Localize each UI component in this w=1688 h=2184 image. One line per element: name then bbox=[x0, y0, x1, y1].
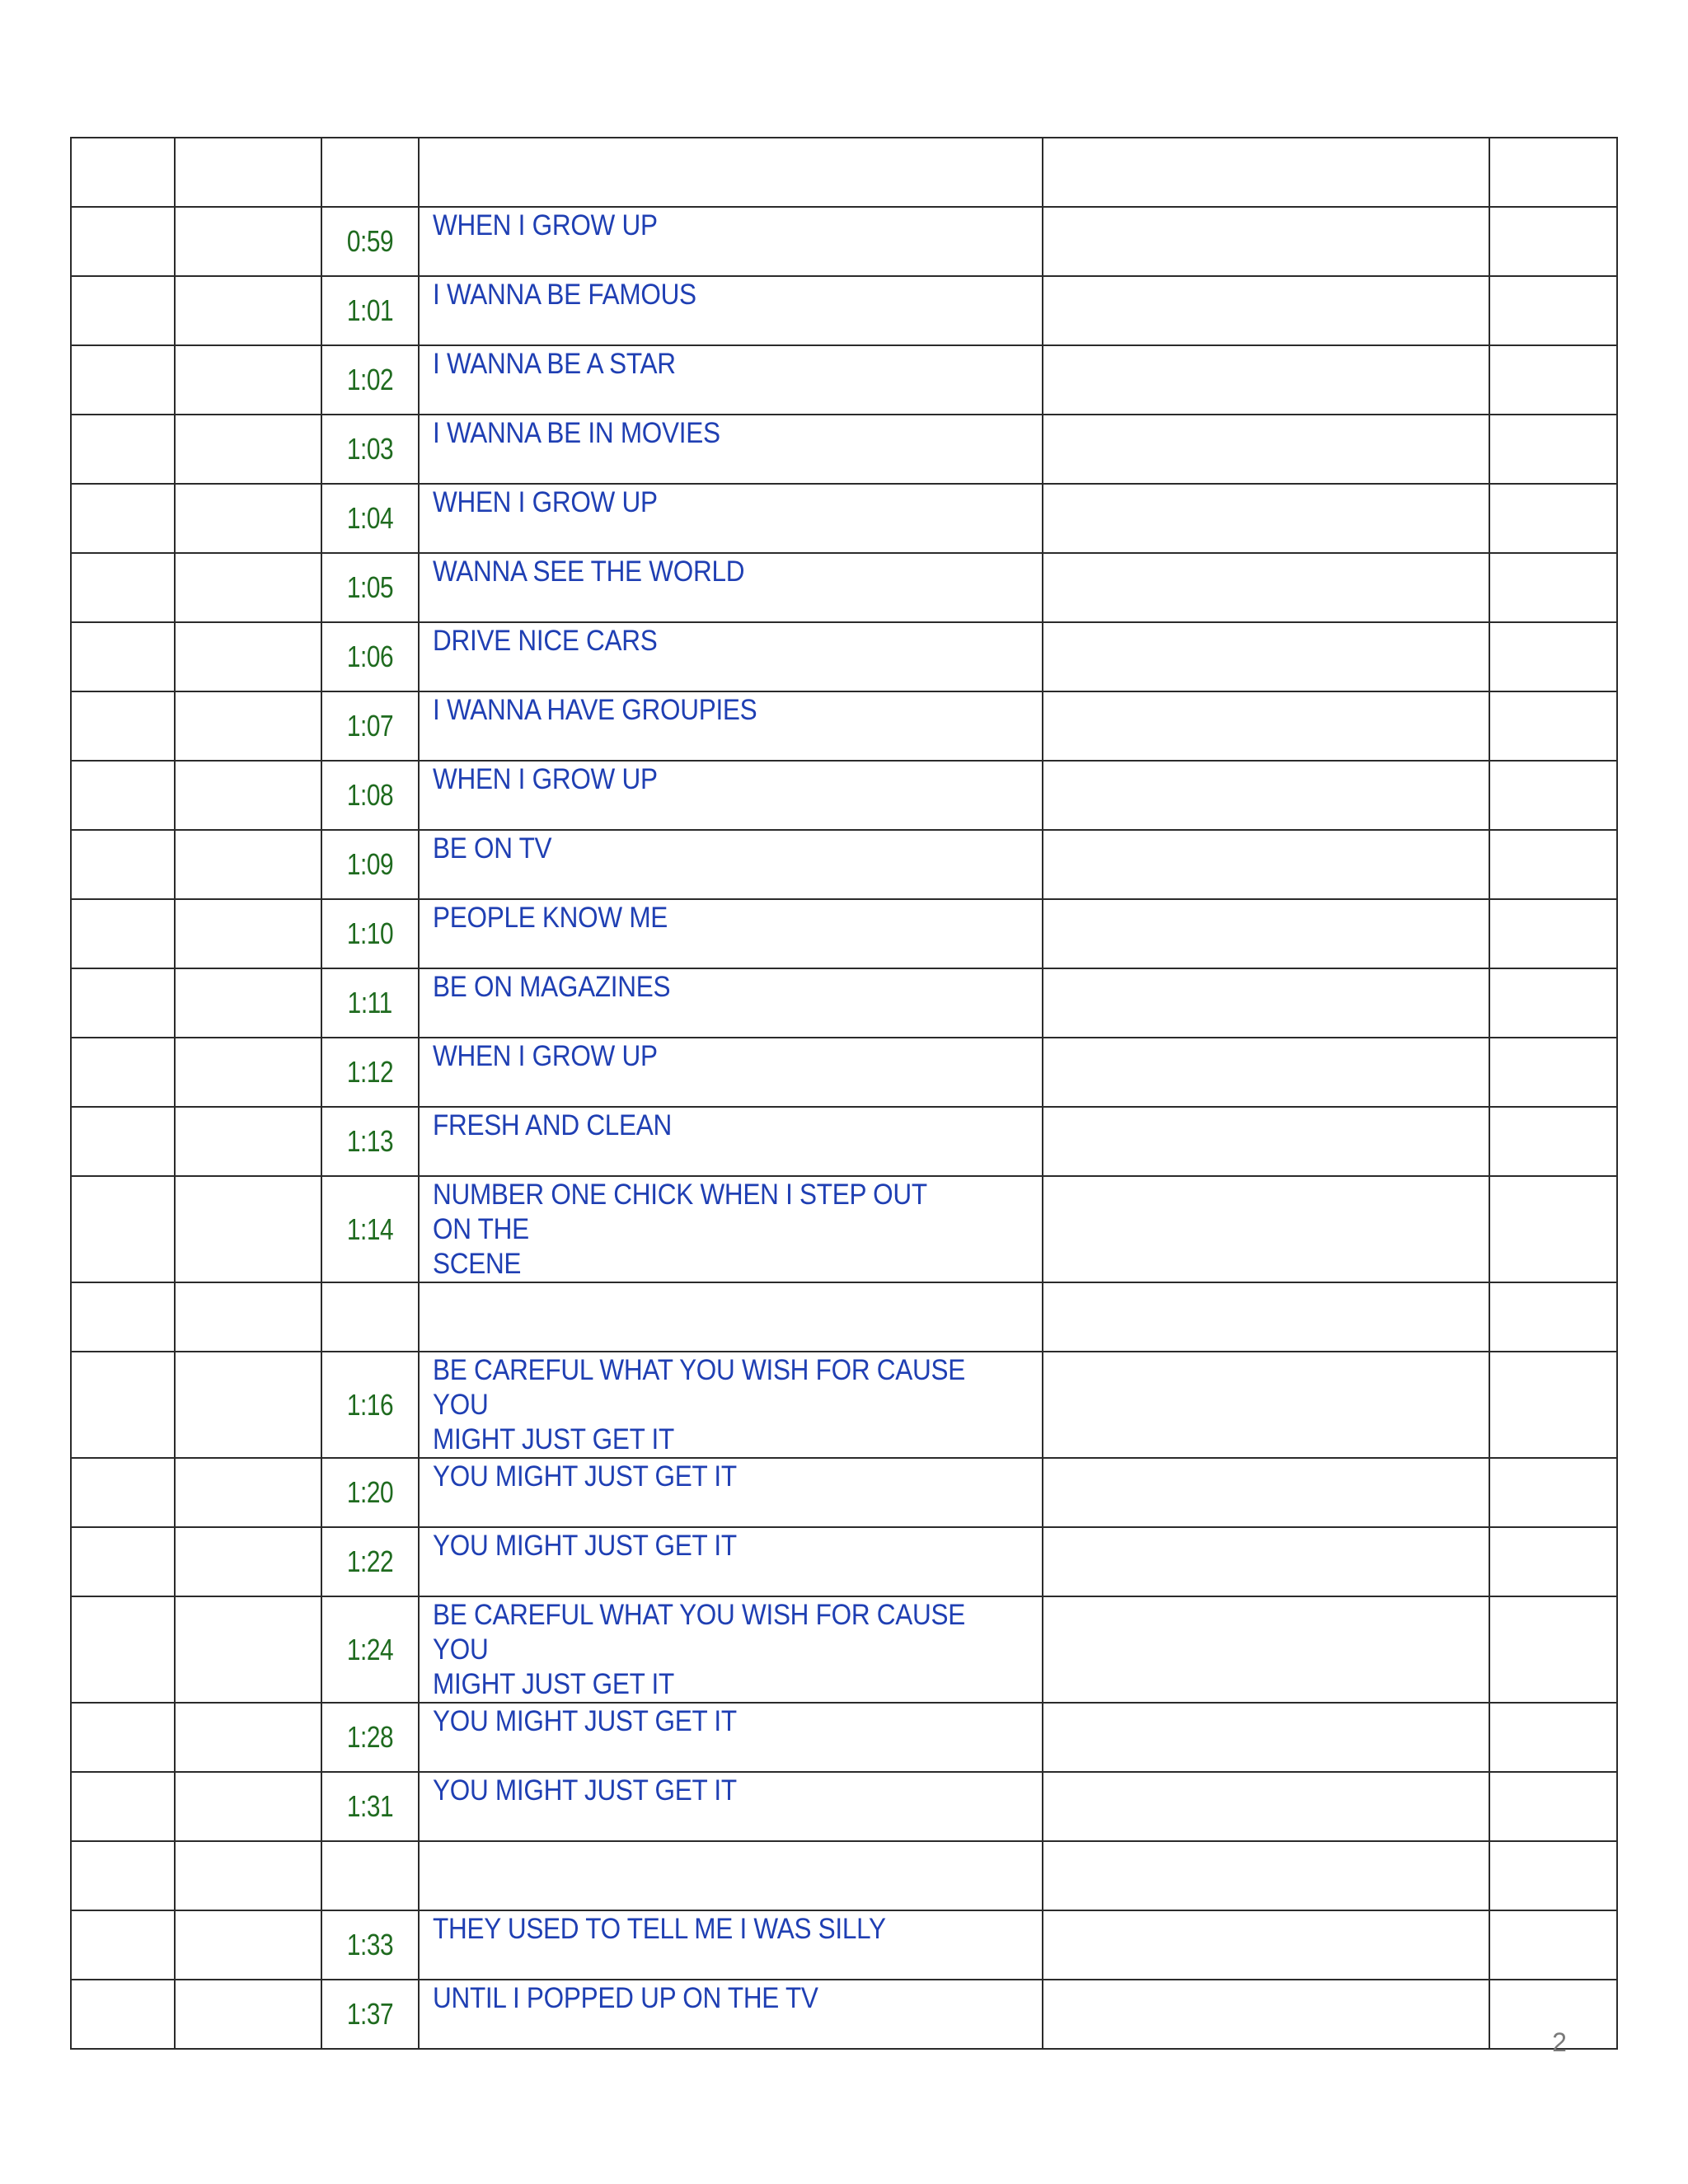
lyric-cell bbox=[419, 691, 1043, 761]
blank-cell-col5 bbox=[1043, 691, 1489, 761]
lyric-cell bbox=[419, 1527, 1043, 1596]
table-row bbox=[71, 1703, 1617, 1772]
blank-cell-col1 bbox=[71, 484, 175, 553]
blank-cell-col1 bbox=[71, 899, 175, 968]
blank-cell-col5 bbox=[1043, 1038, 1489, 1107]
table-row bbox=[71, 207, 1617, 276]
table-row bbox=[71, 899, 1617, 968]
lyric-text: I WANNA BE A STAR bbox=[433, 348, 676, 380]
blank-cell-col2 bbox=[175, 415, 321, 484]
blank-cell-col5 bbox=[1043, 1596, 1489, 1703]
lyric-text: BE ON MAGAZINES bbox=[433, 971, 671, 1003]
blank-cell-col5 bbox=[1043, 138, 1489, 207]
blank-cell-col6 bbox=[1489, 276, 1617, 345]
blank-cell-col6 bbox=[1489, 761, 1617, 830]
blank-cell-col6 bbox=[1489, 1772, 1617, 1841]
timestamp-cell bbox=[326, 1980, 415, 2049]
blank-cell-col1 bbox=[71, 691, 175, 761]
timestamp-text: 1:31 bbox=[346, 1789, 394, 1823]
timestamp-cell bbox=[326, 899, 415, 968]
table-row bbox=[71, 1980, 1617, 2049]
timestamp-cell bbox=[326, 1527, 415, 1596]
lyric-cell bbox=[419, 1282, 1043, 1352]
timestamp-cell bbox=[326, 691, 415, 761]
blank-cell-col6 bbox=[1489, 1527, 1617, 1596]
blank-cell-col5 bbox=[1043, 1703, 1489, 1772]
lyric-cell bbox=[419, 1176, 1043, 1282]
blank-cell-col5 bbox=[1043, 1527, 1489, 1596]
blank-cell-col2 bbox=[175, 484, 321, 553]
blank-cell-col6 bbox=[1489, 691, 1617, 761]
timestamp-cell bbox=[326, 1772, 415, 1841]
timestamp-text: 1:37 bbox=[346, 1997, 394, 2031]
table-row bbox=[71, 761, 1617, 830]
blank-cell-col2 bbox=[175, 1176, 321, 1282]
blank-cell-col6 bbox=[1489, 138, 1617, 207]
timestamp-text: 1:07 bbox=[346, 709, 394, 743]
timestamp-text: 0:59 bbox=[346, 224, 394, 258]
timestamp-text: 1:01 bbox=[346, 293, 394, 327]
timestamp-text: 1:06 bbox=[346, 640, 394, 673]
timestamp-text: 1:28 bbox=[346, 1720, 394, 1754]
blank-cell-col2 bbox=[175, 761, 321, 830]
blank-cell-col5 bbox=[1043, 1980, 1489, 2049]
lyric-text: THEY USED TO TELL ME I WAS SILLY bbox=[433, 1913, 886, 1945]
timestamp-cell bbox=[326, 1352, 415, 1458]
lyric-cell bbox=[419, 1596, 1043, 1703]
lyric-text: FRESH AND CLEAN bbox=[433, 1109, 673, 1141]
timestamp-cell bbox=[326, 1458, 415, 1527]
blank-cell-col6 bbox=[1489, 484, 1617, 553]
table-row bbox=[71, 1772, 1617, 1841]
timestamp-cell bbox=[326, 1038, 415, 1107]
lyric-cell bbox=[419, 1038, 1043, 1107]
table-row bbox=[71, 138, 1617, 207]
blank-cell-col5 bbox=[1043, 1107, 1489, 1176]
lyric-cell bbox=[419, 1910, 1043, 1980]
lyric-text: NUMBER ONE CHICK WHEN I STEP OUT ON THE SCENE bbox=[433, 1179, 927, 1280]
lyric-text: WHEN I GROW UP bbox=[433, 1040, 658, 1072]
timestamp-text: 1:24 bbox=[346, 1632, 394, 1666]
lyric-cell bbox=[419, 622, 1043, 691]
lyric-cell bbox=[419, 968, 1043, 1038]
timestamp-cell bbox=[326, 345, 415, 415]
blank-cell-col6 bbox=[1489, 553, 1617, 622]
timestamp-cell bbox=[326, 1176, 415, 1282]
page-number: 2 bbox=[1552, 2027, 1567, 2057]
blank-cell-col6 bbox=[1489, 1458, 1617, 1527]
blank-cell-col5 bbox=[1043, 1841, 1489, 1910]
table-row bbox=[71, 1282, 1617, 1352]
blank-cell-col5 bbox=[1043, 415, 1489, 484]
lyric-cell bbox=[419, 1841, 1043, 1910]
blank-cell-col6 bbox=[1489, 622, 1617, 691]
blank-cell-col5 bbox=[1043, 968, 1489, 1038]
blank-cell-col2 bbox=[175, 622, 321, 691]
blank-cell-col1 bbox=[71, 553, 175, 622]
timestamp-cell bbox=[326, 276, 415, 345]
timestamp-text: 1:11 bbox=[347, 986, 393, 1019]
timestamp-text: 1:05 bbox=[346, 570, 394, 604]
table-row bbox=[71, 830, 1617, 899]
timestamp-cell bbox=[326, 1596, 415, 1703]
blank-cell-col5 bbox=[1043, 899, 1489, 968]
timestamp-cell bbox=[326, 207, 415, 276]
blank-cell-col2 bbox=[175, 138, 321, 207]
timestamp-cell bbox=[326, 1910, 415, 1980]
blank-cell-col2 bbox=[175, 830, 321, 899]
table-row bbox=[71, 276, 1617, 345]
blank-cell-col5 bbox=[1043, 1458, 1489, 1527]
timestamp-cell bbox=[326, 622, 415, 691]
table-row bbox=[71, 622, 1617, 691]
blank-cell-col1 bbox=[71, 138, 175, 207]
blank-cell-col2 bbox=[175, 968, 321, 1038]
blank-cell-col1 bbox=[71, 345, 175, 415]
blank-cell-col5 bbox=[1043, 1176, 1489, 1282]
lyric-cell bbox=[419, 1772, 1043, 1841]
blank-cell-col1 bbox=[71, 1910, 175, 1980]
lyric-text: BE CAREFUL WHAT YOU WISH FOR CAUSE YOU MIGHT JUST GET IT bbox=[433, 1599, 965, 1700]
blank-cell-col1 bbox=[71, 1107, 175, 1176]
timestamp-text: 1:10 bbox=[346, 916, 394, 950]
timestamp-text: 1:02 bbox=[346, 363, 394, 396]
timestamp-text: 1:03 bbox=[346, 432, 394, 466]
lyric-cell bbox=[419, 899, 1043, 968]
timestamp-cell bbox=[326, 484, 415, 553]
blank-cell-col5 bbox=[1043, 276, 1489, 345]
blank-cell-col2 bbox=[175, 1910, 321, 1980]
table-row bbox=[71, 415, 1617, 484]
blank-cell-col1 bbox=[71, 761, 175, 830]
table-row bbox=[71, 1107, 1617, 1176]
blank-cell-col5 bbox=[1043, 761, 1489, 830]
blank-cell-col5 bbox=[1043, 1352, 1489, 1458]
blank-cell-col5 bbox=[1043, 207, 1489, 276]
lyric-text: WHEN I GROW UP bbox=[433, 209, 658, 241]
lyric-text: BE ON TV bbox=[433, 832, 552, 865]
blank-cell-col1 bbox=[71, 1841, 175, 1910]
lyric-text: PEOPLE KNOW ME bbox=[433, 902, 668, 934]
blank-cell-col2 bbox=[175, 1282, 321, 1352]
blank-cell-col6 bbox=[1489, 1841, 1617, 1910]
blank-cell-col1 bbox=[71, 968, 175, 1038]
blank-cell-col1 bbox=[71, 276, 175, 345]
lyric-text: I WANNA BE IN MOVIES bbox=[433, 417, 720, 449]
blank-cell-col6 bbox=[1489, 207, 1617, 276]
lyric-cell bbox=[419, 1352, 1043, 1458]
blank-cell-col2 bbox=[175, 1596, 321, 1703]
table-row bbox=[71, 345, 1617, 415]
lyric-text: UNTIL I POPPED UP ON THE TV bbox=[433, 1982, 818, 2014]
table-row bbox=[71, 484, 1617, 553]
lyric-cell bbox=[419, 1107, 1043, 1176]
blank-cell-col2 bbox=[175, 1772, 321, 1841]
table-row bbox=[71, 1910, 1617, 1980]
blank-cell-col2 bbox=[175, 1352, 321, 1458]
timestamp-text: 1:09 bbox=[346, 847, 394, 881]
blank-cell-col2 bbox=[175, 899, 321, 968]
timestamp-cell bbox=[326, 1107, 415, 1176]
lyric-text: WANNA SEE THE WORLD bbox=[433, 555, 745, 588]
lyrics-timing-table bbox=[70, 137, 1618, 2050]
timestamp-text: 1:12 bbox=[346, 1055, 394, 1089]
table-row bbox=[71, 691, 1617, 761]
blank-cell-col6 bbox=[1489, 1282, 1617, 1352]
blank-cell-col6 bbox=[1489, 1038, 1617, 1107]
table-row bbox=[71, 1176, 1617, 1282]
blank-cell-col1 bbox=[71, 1703, 175, 1772]
lyric-text: YOU MIGHT JUST GET IT bbox=[433, 1774, 737, 1807]
blank-cell-col5 bbox=[1043, 830, 1489, 899]
lyric-text: WHEN I GROW UP bbox=[433, 763, 658, 795]
blank-cell-col2 bbox=[175, 1527, 321, 1596]
blank-cell-col6 bbox=[1489, 1107, 1617, 1176]
blank-cell-col1 bbox=[71, 1596, 175, 1703]
blank-cell-col1 bbox=[71, 1352, 175, 1458]
blank-cell-col1 bbox=[71, 1527, 175, 1596]
lyric-cell bbox=[419, 1703, 1043, 1772]
blank-cell-col2 bbox=[175, 553, 321, 622]
timestamp-text: 1:33 bbox=[346, 1928, 394, 1961]
lyric-text: BE CAREFUL WHAT YOU WISH FOR CAUSE YOU MIGHT JUST GET IT bbox=[433, 1354, 965, 1455]
timestamp-text: 1:16 bbox=[346, 1387, 394, 1422]
timestamp-cell bbox=[326, 761, 415, 830]
lyric-cell bbox=[419, 415, 1043, 484]
table-row bbox=[71, 1458, 1617, 1527]
blank-cell-col6 bbox=[1489, 1910, 1617, 1980]
lyric-cell bbox=[419, 761, 1043, 830]
lyric-cell bbox=[419, 1458, 1043, 1527]
blank-cell-col5 bbox=[1043, 1772, 1489, 1841]
blank-cell-col2 bbox=[175, 1980, 321, 2049]
table-row bbox=[71, 1527, 1617, 1596]
blank-cell-col5 bbox=[1043, 345, 1489, 415]
timestamp-text: 1:22 bbox=[346, 1544, 394, 1578]
timestamp-cell bbox=[326, 138, 415, 207]
blank-cell-col2 bbox=[175, 1038, 321, 1107]
blank-cell-col1 bbox=[71, 1038, 175, 1107]
blank-cell-col6 bbox=[1489, 345, 1617, 415]
blank-cell-col6 bbox=[1489, 899, 1617, 968]
lyric-text: YOU MIGHT JUST GET IT bbox=[433, 1705, 737, 1737]
table-row bbox=[71, 968, 1617, 1038]
blank-cell-col1 bbox=[71, 207, 175, 276]
timestamp-text: 1:13 bbox=[346, 1124, 394, 1158]
timestamp-cell bbox=[326, 830, 415, 899]
blank-cell-col6 bbox=[1489, 1703, 1617, 1772]
lyric-cell bbox=[419, 138, 1043, 207]
blank-cell-col1 bbox=[71, 415, 175, 484]
blank-cell-col5 bbox=[1043, 622, 1489, 691]
lyric-cell bbox=[419, 484, 1043, 553]
lyric-cell bbox=[419, 553, 1043, 622]
lyric-cell bbox=[419, 207, 1043, 276]
timestamp-cell bbox=[326, 1703, 415, 1772]
lyric-text: I WANNA HAVE GROUPIES bbox=[433, 694, 757, 726]
lyric-cell bbox=[419, 345, 1043, 415]
blank-cell-col6 bbox=[1489, 1352, 1617, 1458]
timestamp-text: 1:08 bbox=[346, 778, 394, 812]
lyric-cell bbox=[419, 1980, 1043, 2049]
lyric-text: YOU MIGHT JUST GET IT bbox=[433, 1530, 737, 1562]
blank-cell-col1 bbox=[71, 1772, 175, 1841]
blank-cell-col6 bbox=[1489, 1176, 1617, 1282]
lyric-text: I WANNA BE FAMOUS bbox=[433, 279, 696, 311]
table-row bbox=[71, 553, 1617, 622]
timestamp-cell bbox=[326, 968, 415, 1038]
timestamp-cell bbox=[326, 415, 415, 484]
blank-cell-col2 bbox=[175, 1841, 321, 1910]
blank-cell-col2 bbox=[175, 1458, 321, 1527]
blank-cell-col6 bbox=[1489, 830, 1617, 899]
lyric-text: YOU MIGHT JUST GET IT bbox=[433, 1460, 737, 1493]
blank-cell-col2 bbox=[175, 345, 321, 415]
blank-cell-col5 bbox=[1043, 1282, 1489, 1352]
blank-cell-col5 bbox=[1043, 484, 1489, 553]
lyric-cell bbox=[419, 830, 1043, 899]
timestamp-cell bbox=[326, 553, 415, 622]
timestamp-cell bbox=[326, 1282, 415, 1352]
blank-cell-col2 bbox=[175, 276, 321, 345]
table-row bbox=[71, 1841, 1617, 1910]
blank-cell-col2 bbox=[175, 691, 321, 761]
blank-cell-col6 bbox=[1489, 968, 1617, 1038]
blank-cell-col2 bbox=[175, 1107, 321, 1176]
blank-cell-col1 bbox=[71, 622, 175, 691]
lyric-text: DRIVE NICE CARS bbox=[433, 625, 658, 657]
blank-cell-col2 bbox=[175, 1703, 321, 1772]
timestamp-text: 1:04 bbox=[346, 501, 394, 535]
blank-cell-col1 bbox=[71, 1980, 175, 2049]
blank-cell-col6 bbox=[1489, 1596, 1617, 1703]
lyric-cell bbox=[419, 276, 1043, 345]
blank-cell-col1 bbox=[71, 1282, 175, 1352]
table-row bbox=[71, 1596, 1617, 1703]
lyric-text: WHEN I GROW UP bbox=[433, 486, 658, 518]
blank-cell-col5 bbox=[1043, 553, 1489, 622]
timestamp-text: 1:20 bbox=[346, 1475, 394, 1509]
table-row bbox=[71, 1352, 1617, 1458]
table-row bbox=[71, 1038, 1617, 1107]
blank-cell-col6 bbox=[1489, 415, 1617, 484]
timestamp-cell bbox=[326, 1841, 415, 1910]
timestamp-text: 1:14 bbox=[346, 1212, 394, 1246]
blank-cell-col1 bbox=[71, 1176, 175, 1282]
blank-cell-col2 bbox=[175, 207, 321, 276]
blank-cell-col1 bbox=[71, 830, 175, 899]
blank-cell-col5 bbox=[1043, 1910, 1489, 1980]
blank-cell-col1 bbox=[71, 1458, 175, 1527]
